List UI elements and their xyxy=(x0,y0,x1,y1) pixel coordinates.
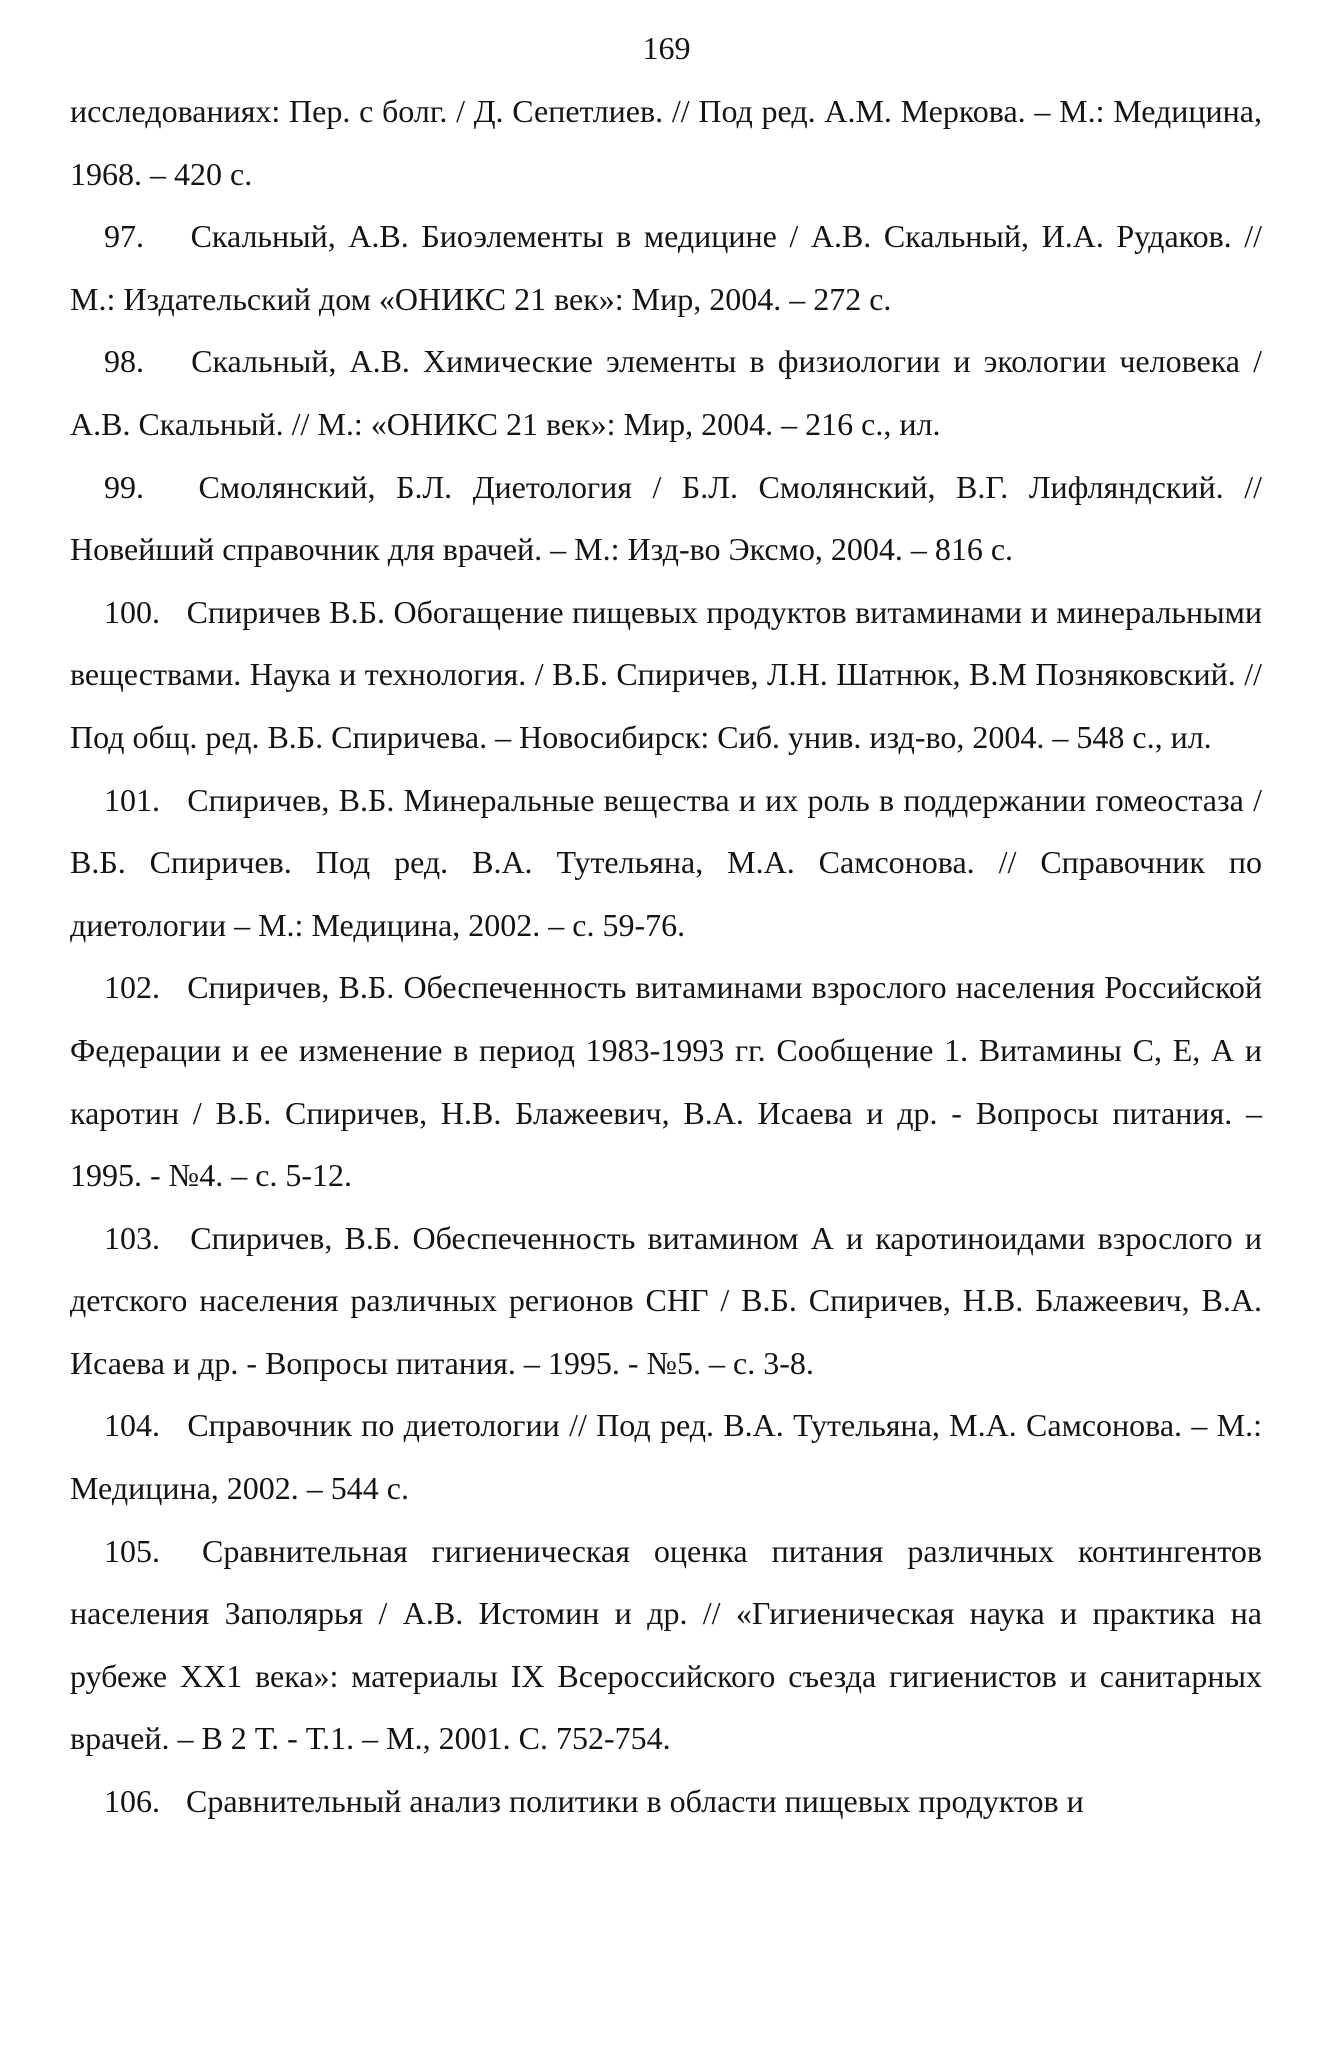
reference-item xyxy=(70,1394,1262,1519)
reference-list xyxy=(70,80,1262,1833)
reference-text: Скальный, А.В. Биоэлементы в медицине / А.В. Скальный, И.А. Рудаков. // М.: Издательский дом «ОНИКС 21 век»: Мир, 2004. – 272 с. xyxy=(70,218,1263,317)
reference-continuation: исследованиях: Пер. с болг. / Д. Сепетлиев. // Под ред. А.М. Меркова. – М.: Медицина, 1968. – 420 с. xyxy=(70,93,1262,192)
reference-item xyxy=(70,769,1262,957)
reference-item xyxy=(70,205,1262,330)
reference-number: 106. xyxy=(104,1783,160,1820)
reference-item xyxy=(70,581,1262,769)
reference-number: 105. xyxy=(104,1532,160,1569)
reference-text: Скальный, А.В. Химические элементы в физиологии и экологии человека / А.В. Скальный. // М.: «ОНИКС 21 век»: Мир, 2004. – 216 с., ил. xyxy=(70,343,1263,442)
reference-item xyxy=(70,1520,1262,1770)
reference-item xyxy=(70,1770,1262,1833)
reference-text: Справочник по диетологии // Под ред. В.А. Тутельяна, М.А. Самсонова. – М.: Медицина, 2002. – 544 с. xyxy=(70,1407,1263,1507)
reference-number: 102. xyxy=(104,969,160,1006)
reference-item xyxy=(70,1207,1262,1395)
reference-text: Спиричев, В.Б. Минеральные вещества и их роль в поддержании гомеостаза / В.Б. Спиричев. Под ред. В.А. Тутельяна, М.А. Самсонова. // Справочник по диетологии – М.: Медицина, 2002. – с. 59-76. xyxy=(70,781,1263,943)
reference-text: Сравнительный анализ политики в области пищевых продуктов и xyxy=(186,1783,1084,1820)
reference-text: Спиричев, В.Б. Обеспеченность витамином А и каротиноидами взрослого и детского населения различных регионов СНГ / В.Б. Спиричев, Н.В. Блажеевич, В.А. Исаева и др. - Вопросы питания. – 1995. - №5. – с. 3-8. xyxy=(70,1219,1263,1381)
reference-item xyxy=(70,330,1262,455)
reference-number: 101. xyxy=(104,781,160,818)
page-number: 169 xyxy=(642,30,691,66)
reference-item xyxy=(70,456,1262,581)
reference-item xyxy=(70,956,1262,1206)
reference-number: 98. xyxy=(104,343,144,380)
reference-text: Сравнительная гигиеническая оценка питания различных контингентов населения Заполярья / А.В. Истомин и др. // «Гигиеническая наука и практика на рубеже XX1 века»: материалы IX Всероссийского съезда гигиенистов и санитарных врачей. – В 2 Т. - Т.1. – М., 2001. С. 752-754. xyxy=(70,1532,1262,1757)
reference-text: Смолянский, Б.Л. Диетология / Б.Л. Смолянский, В.Г. Лифляндский. // Новейший справочник для врачей. – М.: Изд-во Эксмо, 2004. – 816 с. xyxy=(70,468,1263,568)
reference-text: Спиричев, В.Б. Обеспеченность витаминами взрослого населения Российской Федерации и ее изменение в период 1983-1993 гг. Сообщение 1. Витамины С, Е, А и каротин / В.Б. Спиричев, Н.В. Блажеевич, В.А. Исаева и др. - Вопросы питания. – 1995. - №4. – с. 5-12. xyxy=(70,969,1262,1194)
reference-number: 104. xyxy=(104,1407,160,1444)
reference-number: 99. xyxy=(104,468,144,505)
reference-text: Спиричев В.Б. Обогащение пищевых продуктов витаминами и минеральными веществами. Наука и технология. / В.Б. Спиричев, Л.Н. Шатнюк, В.М Позняковский. // Под общ. ред. В.Б. Спиричева. – Новосибирск: Сиб. унив. изд-во, 2004. – 548 с., ил. xyxy=(70,593,1263,755)
reference-number: 100. xyxy=(104,593,160,630)
reference-number: 103. xyxy=(104,1219,160,1256)
reference-number: 97. xyxy=(104,218,144,255)
